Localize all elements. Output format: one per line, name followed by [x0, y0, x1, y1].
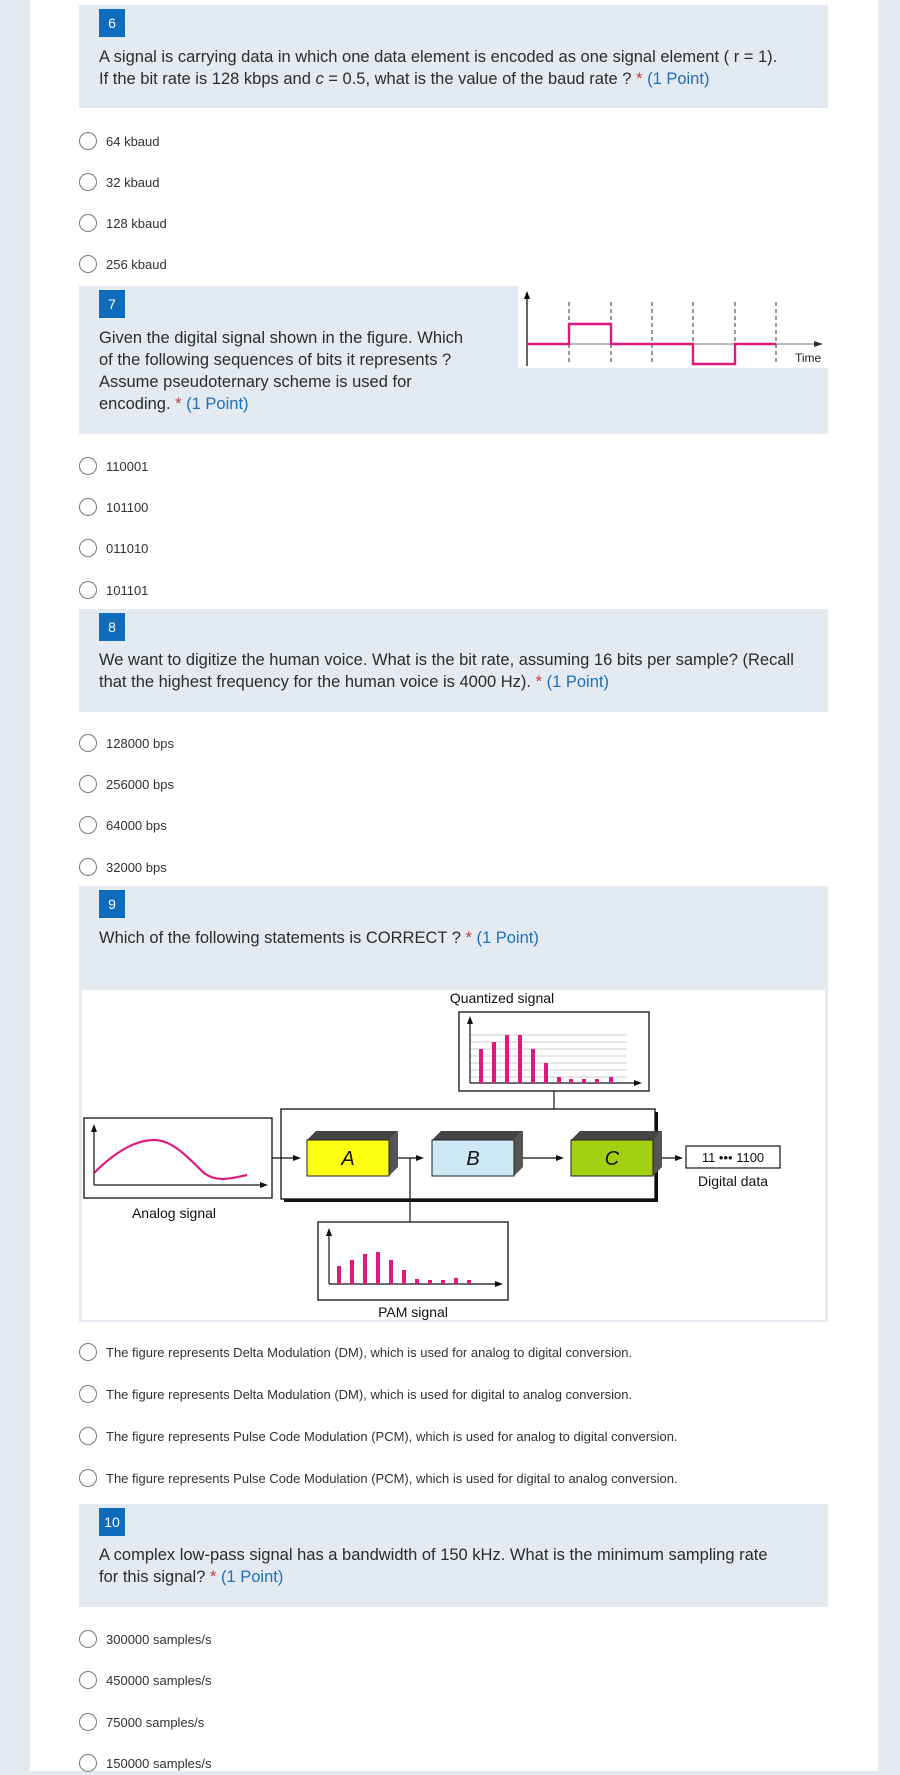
option-label: 32000 bps: [106, 859, 167, 875]
option-label: 300000 samples/s: [106, 1631, 212, 1647]
block-c-top: [571, 1131, 662, 1140]
option-32-kbaud[interactable]: [79, 170, 160, 194]
option-label: 128 kbaud: [106, 215, 167, 231]
option-pcm-d-to-a[interactable]: [79, 1466, 678, 1490]
pam-sample: [376, 1252, 380, 1284]
option-64-kbaud[interactable]: [79, 129, 160, 153]
analog-signal-label: Analog signal: [131, 1205, 217, 1221]
points-label: (1 Point): [221, 1568, 284, 1586]
pam-sample: [363, 1254, 367, 1284]
question-number-badge: 9: [99, 890, 125, 918]
pam-sample: [428, 1280, 432, 1284]
radio-button[interactable]: [79, 255, 97, 273]
radio-button[interactable]: [79, 214, 97, 232]
radio-button[interactable]: [79, 1469, 97, 1487]
points-label: (1 Point): [476, 929, 539, 947]
radio-button[interactable]: [79, 1385, 97, 1403]
question-7-text: [99, 327, 463, 415]
quantized-sample: [544, 1063, 548, 1083]
points-label: (1 Point): [546, 673, 609, 691]
option-label: 64000 bps: [106, 817, 167, 833]
pam-sample: [454, 1278, 458, 1284]
required-asterisk: *: [465, 929, 472, 947]
option-label: 256000 bps: [106, 776, 174, 792]
quantized-sample: [582, 1079, 586, 1083]
option-label: The figure represents Pulse Code Modulation (PCM), which is used for analog to digital conversion.: [106, 1428, 678, 1444]
question-10-header: [79, 1504, 828, 1607]
required-asterisk: *: [209, 1568, 217, 1586]
question-text-line: Given the digital signal shown in the figure. Which: [99, 329, 464, 347]
option-label: 64 kbaud: [106, 133, 160, 149]
pam-sample: [389, 1260, 393, 1284]
question-6-header: [79, 5, 828, 108]
quantized-sample: [569, 1079, 573, 1083]
option-450000-samples[interactable]: [79, 1668, 212, 1692]
radio-button[interactable]: [79, 457, 97, 475]
option-label: The figure represents Delta Modulation (DM), which is used for digital to analog conversion.: [106, 1386, 633, 1402]
radio-button[interactable]: [79, 858, 97, 876]
radio-button[interactable]: [79, 498, 97, 516]
option-label: 110001: [106, 458, 149, 474]
option-label: 101101: [106, 582, 149, 598]
quantized-sample: [609, 1077, 613, 1083]
question-number-badge: 10: [99, 1508, 125, 1536]
pcm-block-diagram: [82, 990, 825, 1320]
block-b-top: [432, 1131, 523, 1140]
option-101101[interactable]: [79, 578, 148, 602]
block-a-top: [307, 1131, 398, 1140]
option-256-kbaud[interactable]: [79, 252, 167, 276]
option-dm-a-to-d[interactable]: [79, 1340, 632, 1364]
pam-sample: [350, 1260, 354, 1284]
radio-button[interactable]: [79, 173, 97, 191]
digital-data-value: 11 ••• 1100: [701, 1150, 765, 1165]
question-9-text: [99, 927, 539, 949]
points-label: (1 Point): [186, 395, 249, 413]
option-label: 150000 samples/s: [106, 1755, 212, 1771]
option-label: The figure represents Pulse Code Modulation (PCM), which is used for digital to analog conversion.: [106, 1470, 678, 1486]
question-number-badge: 6: [99, 9, 125, 37]
option-128000-bps[interactable]: [79, 731, 174, 755]
radio-button[interactable]: [79, 816, 97, 834]
block-a-label: A: [341, 1148, 355, 1170]
question-text-line: A complex low-pass signal has a bandwidth of 150 kHz. What is the minimum sampling rate: [99, 1546, 768, 1564]
option-label: 75000 samples/s: [106, 1714, 205, 1730]
option-128-kbaud[interactable]: [79, 211, 167, 235]
radio-button[interactable]: [79, 775, 97, 793]
question-text-line: Assume pseudoternary scheme is used for: [99, 373, 412, 391]
option-32000-bps[interactable]: [79, 855, 167, 879]
question-7-header: [79, 286, 828, 434]
radio-button[interactable]: [79, 734, 97, 752]
quantized-sample: [505, 1035, 509, 1083]
option-64000-bps[interactable]: [79, 813, 167, 837]
time-axis-label: Time: [795, 351, 822, 365]
quantized-sample: [492, 1042, 496, 1083]
question-text-line: We want to digitize the human voice. What is the bit rate, assuming 16 bits per sample? (Recall: [99, 651, 794, 669]
required-asterisk: *: [636, 70, 643, 88]
question-8-text: [99, 649, 794, 693]
quantized-sample: [531, 1049, 535, 1083]
option-011010[interactable]: [79, 536, 148, 560]
question-text-line: encoding. * (1 Point): [99, 395, 249, 413]
radio-button[interactable]: [79, 1343, 97, 1361]
question-text-line: Which of the following statements is CORRECT ? * (1 Point): [99, 929, 539, 947]
pam-sample: [415, 1279, 419, 1284]
option-dm-d-to-a[interactable]: [79, 1382, 632, 1406]
question-number-badge: 8: [99, 613, 125, 641]
required-asterisk: *: [535, 673, 543, 691]
question-text-line: that the highest frequency for the human voice is 4000 Hz). * (1 Point): [99, 673, 609, 691]
question-text-line: for this signal? * (1 Point): [99, 1568, 284, 1586]
option-pcm-a-to-d[interactable]: [79, 1424, 678, 1448]
option-110001[interactable]: [79, 454, 148, 478]
radio-button[interactable]: [79, 1713, 97, 1731]
option-150000-samples[interactable]: [79, 1751, 212, 1775]
pam-sample: [402, 1270, 406, 1284]
pam-signal-box: [318, 1222, 508, 1300]
quantized-sample: [518, 1035, 522, 1083]
option-label: 32 kbaud: [106, 174, 160, 190]
option-300000-samples[interactable]: [79, 1627, 212, 1651]
radio-button[interactable]: [79, 539, 97, 557]
digital-data-label: Digital data: [697, 1173, 769, 1189]
radio-button[interactable]: [79, 1754, 97, 1772]
option-75000-samples[interactable]: [79, 1710, 204, 1734]
quantized-sample: [479, 1049, 483, 1083]
pam-sample: [467, 1280, 471, 1284]
pam-signal-label: PAM signal: [378, 1304, 448, 1320]
question-text-line: If the bit rate is 128 kbps and c = 0.5, what is the value of the baud rate ? * (1 Point): [99, 70, 710, 88]
pseudoternary-signal-figure: [518, 286, 828, 368]
question-text-line: A signal is carrying data in which one data element is encoded as one signal element ( r = 1).: [99, 48, 778, 66]
question-6-text: [99, 46, 777, 90]
option-label: 128000 bps: [106, 735, 174, 751]
pam-sample: [441, 1280, 445, 1284]
option-label: 256 kbaud: [106, 256, 167, 272]
block-b-label: B: [466, 1148, 480, 1170]
figure-background: [518, 286, 828, 368]
option-label: The figure represents Delta Modulation (DM), which is used for analog to digital conversion.: [106, 1344, 633, 1360]
radio-button[interactable]: [79, 581, 97, 599]
radio-button[interactable]: [79, 1630, 97, 1648]
quantized-sample: [595, 1079, 599, 1083]
radio-button[interactable]: [79, 132, 97, 150]
question-10-text: [99, 1544, 768, 1588]
quantized-sample: [557, 1077, 561, 1083]
quantized-signal-box: [459, 1012, 649, 1091]
option-label: 011010: [106, 540, 149, 556]
required-asterisk: *: [175, 395, 182, 413]
option-101100[interactable]: [79, 495, 148, 519]
question-text-line: of the following sequences of bits it represents ?: [99, 351, 452, 369]
question-8-header: [79, 609, 828, 712]
option-256000-bps[interactable]: [79, 772, 174, 796]
quantized-signal-label: Quantized signal: [449, 990, 555, 1006]
option-label: 101100: [106, 499, 149, 515]
points-label: (1 Point): [647, 70, 710, 88]
question-number-badge: 7: [99, 290, 125, 318]
block-c-label: C: [604, 1148, 620, 1170]
radio-button[interactable]: [79, 1671, 97, 1689]
option-label: 450000 samples/s: [106, 1672, 212, 1688]
question-9-header: [79, 886, 828, 1322]
radio-button[interactable]: [79, 1427, 97, 1445]
pam-sample: [337, 1266, 341, 1284]
